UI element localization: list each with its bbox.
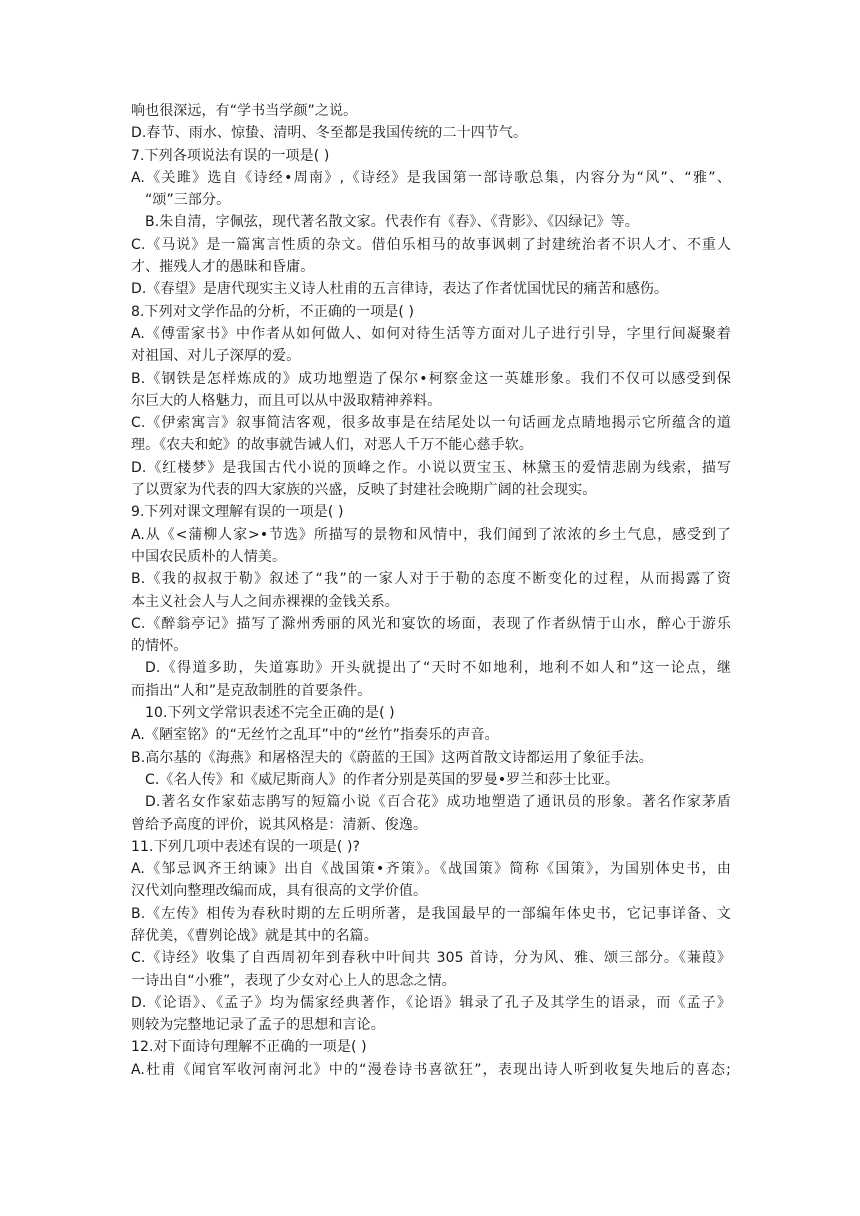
text-line: 辞优美，《曹刿论战》就是其中的名篇。 xyxy=(131,927,378,944)
text-line: C.《马说》是一篇寓言性质的杂文。借伯乐相马的故事讽刺了封建统治者不识人才、不重人 xyxy=(131,236,731,253)
text-line: D.春节、雨水、惊蛰、清明、冬至都是我国传统的二十四节气。 xyxy=(131,125,528,142)
text-line: 中国农民质朴的人情美。 xyxy=(131,548,287,565)
text-line: 对祖国、对儿子深厚的爱。 xyxy=(131,348,301,365)
text-line: C.《名人传》和《威尼斯商人》的作者分别是英国的罗曼•罗兰和莎士比亚。 xyxy=(145,771,619,788)
text-line: C.《诗经》收集了自西周初年到春秋中叶间共 305 首诗，分为风、雅、颂三部分。《蒹葭》 xyxy=(131,950,731,967)
text-line: 理。《农夫和蛇》的故事就告诫人们，对恶人千万不能心慈手软。 xyxy=(131,437,533,454)
text-line: 一诗出自“小雅”，表现了少女对心上人的思念之情。 xyxy=(131,972,456,989)
text-line: 9.下列对课文理解有误的一项是( ) xyxy=(131,504,344,521)
text-line: B.朱自清，字佩弦，现代著名散文家。代表作有《春》、《背影》、《囚绿记》等。 xyxy=(145,214,639,231)
text-line: 响也很深远，有“学书当学颜”之说。 xyxy=(131,103,358,119)
text-line: 10.下列文学常识表述不完全正确的是( ) xyxy=(145,705,395,722)
text-line: B.《我的叔叔于勒》叙述了“我”的一家人对于于勒的态度不断变化的过程，从而揭露了资 xyxy=(131,571,731,588)
text-line: D.《得道多助，失道寡助》开头就提出了“天时不如地利，地利不如人和”这一论点，继 xyxy=(145,660,731,677)
text-line: 11.下列几项中表述有误的一项是( )? xyxy=(131,838,361,855)
text-line: 7.下列各项说法有误的一项是( ) xyxy=(131,147,330,164)
document-page xyxy=(131,100,731,1081)
text-line: D.《论语》、《孟子》均为儒家经典著作，《论语》辑录了孔子及其学生的语录，而《孟子》 xyxy=(131,994,731,1011)
text-line: D.著名女作家茹志鹃写的短篇小说《百合花》成功地塑造了通讯员的形象。著名作家茅盾 xyxy=(145,794,731,811)
text-line: A.杜甫《闻官军收河南河北》中的“漫卷诗书喜欲狂”，表现出诗人听到收复失地后的喜态; xyxy=(131,1061,731,1078)
text-line: 的情怀。 xyxy=(131,638,188,655)
text-line: B.《左传》相传为春秋时期的左丘明所著，是我国最早的一部编年体史书，它记事详备、文 xyxy=(131,905,731,922)
text-line: “颂”三部分。 xyxy=(145,192,231,209)
text-line: B.《钢铁是怎样炼成的》成功地塑造了保尔•柯察金这一英雄形象。我们不仅可以感受到保 xyxy=(131,370,731,387)
text-line: 8.下列对文学作品的分析，不正确的一项是( ) xyxy=(131,303,415,320)
text-line: A.《邹忌讽齐王纳谏》出自《战国策•齐策》。《战国策》简称《国策》，为国别体史书，由 xyxy=(131,861,731,878)
text-line: 汉代刘向整理改编而成，具有很高的文学价值。 xyxy=(131,883,428,900)
text-line: C.《伊索寓言》叙事简洁客观，很多故事是在结尾处以一句话画龙点睛地揭示它所蕴含的道 xyxy=(131,415,731,432)
text-line: D.《红楼梦》是我国古代小说的顶峰之作。小说以贾宝玉、林黛玉的爱情悲剧为线索，描写 xyxy=(131,459,731,476)
text-line: 曾给予高度的评价，说其风格是：清新、俊逸。 xyxy=(131,816,428,833)
text-line: A.从《<蒲柳人家>•节选》所描写的景物和风情中，我们闻到了浓浓的乡土气息，感受到了 xyxy=(131,526,731,543)
text-line: 了以贾家为代表的四大家族的兴盛，反映了封建社会晚期广阔的社会现实。 xyxy=(131,482,597,499)
text-line: A.《陋室铭》的“无丝竹之乱耳”中的“丝竹”指奏乐的声音。 xyxy=(131,727,499,744)
text-line: A.《傅雷家书》中作者从如何做人、如何对待生活等方面对儿子进行引导，字里行间凝聚着 xyxy=(131,325,731,342)
text-line: 则较为完整地记录了孟子的思想和言论。 xyxy=(131,1017,385,1034)
text-line: 尔巨大的人格魅力，而且可以从中汲取精神养料。 xyxy=(131,392,442,409)
text-line: B.高尔基的《海燕》和屠格涅夫的《蔚蓝的王国》这两首散文诗都运用了象征手法。 xyxy=(131,749,653,766)
text-line: 本主义社会人与人之间赤裸裸的金钱关系。 xyxy=(131,593,399,610)
text-line: 才、摧残人才的愚昧和昏庸。 xyxy=(131,259,315,276)
text-line: C.《醉翁亭记》描写了滁州秀丽的风光和宴饮的场面，表现了作者纵情于山水，醉心于游乐 xyxy=(131,615,731,632)
text-line: 而指出“人和”是克敌制胜的首要条件。 xyxy=(131,682,372,699)
text-line: 12.对下面诗句理解不正确的一项是( ) xyxy=(131,1039,367,1056)
text-line: A.《关雎》选自《诗经•周南》,《诗经》是我国第一部诗歌总集，内容分为“风”、“雅”、 xyxy=(131,169,731,186)
text-line: D.《春望》是唐代现实主义诗人杜甫的五言律诗，表达了作者忧国忧民的痛苦和感伤。 xyxy=(131,281,669,298)
